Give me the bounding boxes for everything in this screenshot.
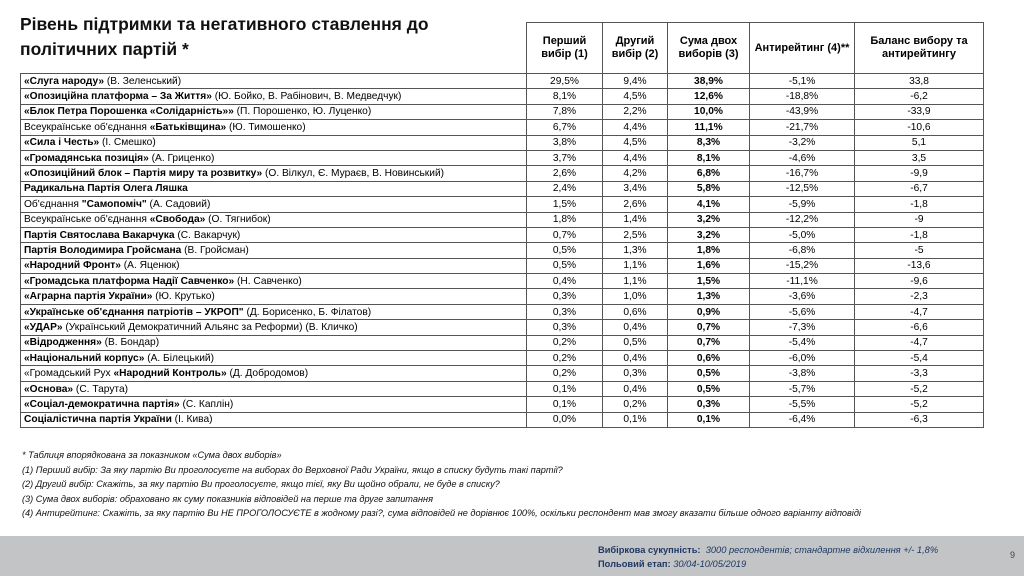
anti-cell: -18,8% <box>750 89 855 104</box>
party-leaders: (А. Білецький) <box>144 352 214 364</box>
first-cell: 0,3% <box>527 289 603 304</box>
anti-cell: -3,6% <box>750 289 855 304</box>
party-name: «Слуга народу» <box>24 75 105 87</box>
second-cell: 4,5% <box>603 89 668 104</box>
party-name: Радикальна Партія Олега Ляшка <box>24 183 188 195</box>
table-row <box>21 135 984 150</box>
second-cell: 3,4% <box>603 181 668 196</box>
footnote: (3) Сума двох виборів: обраховано як суму показників відповідей на перше та друге запитання <box>22 493 433 504</box>
header-first-choice: Перший вибір (1) <box>527 23 603 74</box>
first-cell: 29,5% <box>527 74 603 89</box>
party-leaders: (Ю. Крутько) <box>152 291 215 303</box>
party-name-cell <box>21 212 527 227</box>
balance-cell: -4,7 <box>855 335 984 350</box>
party-name-cell <box>21 258 527 273</box>
party-name: «Опозиційний блок – Партія миру та розвитку» <box>24 168 263 180</box>
second-cell: 1,3% <box>603 243 668 258</box>
party-leaders: (А. Садовий) <box>146 198 211 210</box>
sum-cell: 1,6% <box>668 258 750 273</box>
second-cell: 0,4% <box>603 320 668 335</box>
party-name-cell <box>21 304 527 319</box>
anti-cell: -5,5% <box>750 397 855 412</box>
footnote: * Таблиця впорядкована за показником «Сума двох виборів» <box>22 450 282 460</box>
sum-cell: 3,2% <box>668 227 750 242</box>
table-row <box>21 397 984 412</box>
party-name: "Самопоміч" <box>81 198 147 210</box>
sum-cell: 38,9% <box>668 74 750 89</box>
party-name-cell <box>21 150 527 165</box>
party-leaders: (Д. Борисенко, Б. Філатов) <box>243 306 372 318</box>
party-leaders: (В. Гройсман) <box>181 244 249 256</box>
second-cell: 0,3% <box>603 366 668 381</box>
table-row <box>21 274 984 289</box>
party-leaders: (С. Тарута) <box>73 383 129 395</box>
balance-cell: -1,8 <box>855 197 984 212</box>
party-name: «Народний Фронт» <box>24 260 121 272</box>
party-name-cell <box>21 135 527 150</box>
party-name: Партія Святослава Вакарчука <box>24 229 175 241</box>
party-name: «УДАР» <box>24 321 63 333</box>
anti-cell: -12,5% <box>750 181 855 196</box>
party-support-table <box>20 22 984 428</box>
party-name: «Сила і Честь» <box>24 137 100 149</box>
second-cell: 1,1% <box>603 274 668 289</box>
balance-cell: -6,6 <box>855 320 984 335</box>
party-leaders: (Ю. Бойко, В. Рабінович, В. Медведчук) <box>211 91 402 103</box>
second-cell: 1,1% <box>603 258 668 273</box>
party-name-cell <box>21 104 527 119</box>
sum-cell: 6,8% <box>668 166 750 181</box>
anti-cell: -5,6% <box>750 304 855 319</box>
party-name: «Громадянська позиція» <box>24 152 149 164</box>
first-cell: 0,2% <box>527 335 603 350</box>
anti-cell: -11,1% <box>750 274 855 289</box>
anti-cell: -3,2% <box>750 135 855 150</box>
sum-cell: 12,6% <box>668 89 750 104</box>
balance-cell: -5 <box>855 243 984 258</box>
first-cell: 0,3% <box>527 304 603 319</box>
party-leaders: (Д. Добродомов) <box>226 368 309 380</box>
anti-cell: -12,2% <box>750 212 855 227</box>
party-prefix: Всеукраїнське об'єднання <box>24 121 150 133</box>
party-leaders: (В. Зеленський) <box>104 75 182 87</box>
balance-cell: -5,2 <box>855 397 984 412</box>
page-title: Рівень підтримки та негативного ставлення до політичних партій * <box>20 14 429 59</box>
sum-cell: 5,8% <box>668 181 750 196</box>
balance-cell: 3,5 <box>855 150 984 165</box>
second-cell: 1,4% <box>603 212 668 227</box>
balance-cell: -1,8 <box>855 227 984 242</box>
party-leaders: (О. Тягнибок) <box>205 214 271 226</box>
sum-cell: 0,6% <box>668 351 750 366</box>
table-row <box>21 335 984 350</box>
second-cell: 2,5% <box>603 227 668 242</box>
party-leaders: (П. Порошенко, Ю. Луценко) <box>233 106 372 118</box>
balance-cell: -9,6 <box>855 274 984 289</box>
table-row <box>21 150 984 165</box>
first-cell: 0,0% <box>527 412 603 427</box>
table-row <box>21 289 984 304</box>
sum-cell: 8,1% <box>668 150 750 165</box>
table-row <box>21 412 984 427</box>
party-leaders: (І. Кива) <box>171 414 213 426</box>
balance-cell: -3,3 <box>855 366 984 381</box>
party-name-cell <box>21 366 527 381</box>
sum-cell: 0,1% <box>668 412 750 427</box>
second-cell: 0,2% <box>603 397 668 412</box>
party-leaders: (І. Смешко) <box>99 137 156 149</box>
first-cell: 0,1% <box>527 381 603 396</box>
second-cell: 4,4% <box>603 120 668 135</box>
second-cell: 0,4% <box>603 381 668 396</box>
party-name-cell <box>21 120 527 135</box>
party-leaders: (Н. Савченко) <box>234 275 302 287</box>
anti-cell: -5,1% <box>750 74 855 89</box>
balance-cell: -6,3 <box>855 412 984 427</box>
balance-cell: -13,6 <box>855 258 984 273</box>
party-name-cell <box>21 197 527 212</box>
footnote: (2) Другий вибір: Скажіть, за яку партію Ви проголосуєте, якщо тієї, яку Ви щойно обрали, не буде в списку? <box>22 479 500 489</box>
second-cell: 0,1% <box>603 412 668 427</box>
sum-cell: 0,5% <box>668 381 750 396</box>
party-prefix: «Громадський Рух <box>24 368 114 380</box>
table-row <box>21 212 984 227</box>
sum-cell: 11,1% <box>668 120 750 135</box>
party-name: «Відродження» <box>24 337 102 349</box>
footnote: (4) Антирейтинг: Скажіть, за яку партію Ви НЕ ПРОГОЛОСУЄТЕ в жодному разі?, сума відповідей не дорівнює 100%, оскільки респондент мав змогу вказати більше одного варіанту відповіді <box>22 508 861 518</box>
first-cell: 0,7% <box>527 227 603 242</box>
party-name-cell <box>21 181 527 196</box>
party-name-cell <box>21 335 527 350</box>
party-name-cell <box>21 274 527 289</box>
sample-value: 3000 респондентів; стандартне відхилення +/- 1,8% <box>705 545 939 555</box>
sum-cell: 3,2% <box>668 212 750 227</box>
sample-info <box>598 543 938 571</box>
first-cell: 2,4% <box>527 181 603 196</box>
anti-cell: -6,0% <box>750 351 855 366</box>
party-leaders: (Український Демократичний Альянс за Реформи) (В. Кличко) <box>62 321 358 333</box>
anti-cell: -5,9% <box>750 197 855 212</box>
party-name-cell <box>21 397 527 412</box>
first-cell: 8,1% <box>527 89 603 104</box>
first-cell: 0,1% <box>527 397 603 412</box>
second-cell: 0,6% <box>603 304 668 319</box>
party-leaders: (В. Бондар) <box>101 337 160 349</box>
balance-cell: -6,7 <box>855 181 984 196</box>
table-row <box>21 166 984 181</box>
second-cell: 1,0% <box>603 289 668 304</box>
party-name: «Українське об'єднання патріотів – УКРОП" <box>24 306 244 318</box>
party-name-cell <box>21 227 527 242</box>
party-name: «Батьківщина» <box>149 121 227 133</box>
party-name: «Опозиційна платформа – За Життя» <box>24 91 212 103</box>
table-row <box>21 227 984 242</box>
anti-cell: -16,7% <box>750 166 855 181</box>
party-leaders: (С. Каплін) <box>179 398 234 410</box>
table-header-row <box>21 23 984 74</box>
anti-cell: -5,0% <box>750 227 855 242</box>
first-cell: 0,4% <box>527 274 603 289</box>
table-row <box>21 89 984 104</box>
second-cell: 9,4% <box>603 74 668 89</box>
party-name: «Блок Петра Порошенка «Солідарність»» <box>24 106 234 118</box>
table-row <box>21 304 984 319</box>
party-name: «Громадська платформа Надії Савченко» <box>24 275 235 287</box>
balance-cell: -4,7 <box>855 304 984 319</box>
first-cell: 6,7% <box>527 120 603 135</box>
first-cell: 0,2% <box>527 351 603 366</box>
anti-cell: -43,9% <box>750 104 855 119</box>
party-name: «Народний Контроль» <box>113 368 227 380</box>
table-row <box>21 366 984 381</box>
table-row <box>21 120 984 135</box>
party-name-cell <box>21 351 527 366</box>
anti-cell: -5,7% <box>750 381 855 396</box>
first-cell: 1,5% <box>527 197 603 212</box>
party-name: «Аграрна партія України» <box>24 291 153 303</box>
field-value: 30/04-10/05/2019 <box>673 559 747 569</box>
party-leaders: (С. Вакарчук) <box>174 229 241 241</box>
second-cell: 4,2% <box>603 166 668 181</box>
party-name: «Національний корпус» <box>24 352 145 364</box>
party-name-cell <box>21 89 527 104</box>
party-leaders: (Ю. Тимошенко) <box>226 121 306 133</box>
table-row <box>21 243 984 258</box>
party-name: Соціалістична партія України <box>24 414 172 426</box>
anti-cell: -15,2% <box>750 258 855 273</box>
table-row <box>21 320 984 335</box>
first-cell: 2,6% <box>527 166 603 181</box>
table-row <box>21 104 984 119</box>
party-name: Партія Володимира Гройсмана <box>24 244 182 256</box>
sum-cell: 0,3% <box>668 397 750 412</box>
party-leaders: (О. Вілкул, Є. Мураєв, В. Новинський) <box>262 168 445 180</box>
party-leaders: (А. Гриценко) <box>148 152 215 164</box>
first-cell: 0,2% <box>527 366 603 381</box>
header-balance: Баланс вибору та антирейтингу <box>855 23 984 74</box>
balance-cell: 33,8 <box>855 74 984 89</box>
party-name-cell <box>21 289 527 304</box>
balance-cell: -9,9 <box>855 166 984 181</box>
sum-cell: 0,7% <box>668 320 750 335</box>
first-cell: 3,8% <box>527 135 603 150</box>
party-prefix: Об'єднання <box>24 198 82 210</box>
sum-cell: 0,9% <box>668 304 750 319</box>
sum-cell: 1,3% <box>668 289 750 304</box>
header-antirating: Антирейтинг (4)** <box>750 23 855 74</box>
second-cell: 2,6% <box>603 197 668 212</box>
balance-cell: -10,6 <box>855 120 984 135</box>
party-name-cell <box>21 381 527 396</box>
anti-cell: -21,7% <box>750 120 855 135</box>
header-sum: Сума двох виборів (3) <box>668 23 750 74</box>
header-blank <box>21 23 527 74</box>
sum-cell: 8,3% <box>668 135 750 150</box>
first-cell: 7,8% <box>527 104 603 119</box>
party-name-cell <box>21 412 527 427</box>
sum-cell: 0,7% <box>668 335 750 350</box>
balance-cell: -2,3 <box>855 289 984 304</box>
first-cell: 0,5% <box>527 258 603 273</box>
second-cell: 4,5% <box>603 135 668 150</box>
sample-label: Вибіркова сукупність: <box>598 545 701 555</box>
anti-cell: -7,3% <box>750 320 855 335</box>
balance-cell: -6,2 <box>855 89 984 104</box>
second-cell: 0,4% <box>603 351 668 366</box>
table-row <box>21 351 984 366</box>
balance-cell: -9 <box>855 212 984 227</box>
sum-cell: 0,5% <box>668 366 750 381</box>
party-prefix: Всеукраїнське об'єднання <box>24 214 150 226</box>
sum-cell: 1,8% <box>668 243 750 258</box>
table-row <box>21 181 984 196</box>
first-cell: 3,7% <box>527 150 603 165</box>
sum-cell: 1,5% <box>668 274 750 289</box>
second-cell: 0,5% <box>603 335 668 350</box>
first-cell: 0,5% <box>527 243 603 258</box>
anti-cell: -4,6% <box>750 150 855 165</box>
first-cell: 1,8% <box>527 212 603 227</box>
second-cell: 4,4% <box>603 150 668 165</box>
header-second-choice: Другий вибір (2) <box>603 23 668 74</box>
party-name-cell <box>21 74 527 89</box>
table-row <box>21 258 984 273</box>
party-name: «Соціал-демократична партія» <box>24 398 180 410</box>
balance-cell: -33,9 <box>855 104 984 119</box>
first-cell: 0,3% <box>527 320 603 335</box>
second-cell: 2,2% <box>603 104 668 119</box>
sum-cell: 4,1% <box>668 197 750 212</box>
anti-cell: -5,4% <box>750 335 855 350</box>
balance-cell: -5,4 <box>855 351 984 366</box>
table-row <box>21 197 984 212</box>
party-name: «Свобода» <box>149 214 206 226</box>
anti-cell: -6,4% <box>750 412 855 427</box>
footnotes <box>22 448 861 521</box>
footnote: (1) Перший вибір: За яку партію Ви проголосуєте на виборах до Верховної Ради України, якщо в списку будуть такі партії? <box>22 464 563 475</box>
anti-cell: -3,8% <box>750 366 855 381</box>
party-name-cell <box>21 320 527 335</box>
balance-cell: -5,2 <box>855 381 984 396</box>
balance-cell: 5,1 <box>855 135 984 150</box>
sum-cell: 10,0% <box>668 104 750 119</box>
field-label: Польовий етап: <box>598 559 671 569</box>
table-row <box>21 381 984 396</box>
page-number: 9 <box>1010 550 1016 560</box>
party-name-cell <box>21 243 527 258</box>
anti-cell: -6,8% <box>750 243 855 258</box>
table-row <box>21 74 984 89</box>
party-name-cell <box>21 166 527 181</box>
party-leaders: (А. Яценюк) <box>120 260 180 272</box>
party-name: «Основа» <box>24 383 74 395</box>
